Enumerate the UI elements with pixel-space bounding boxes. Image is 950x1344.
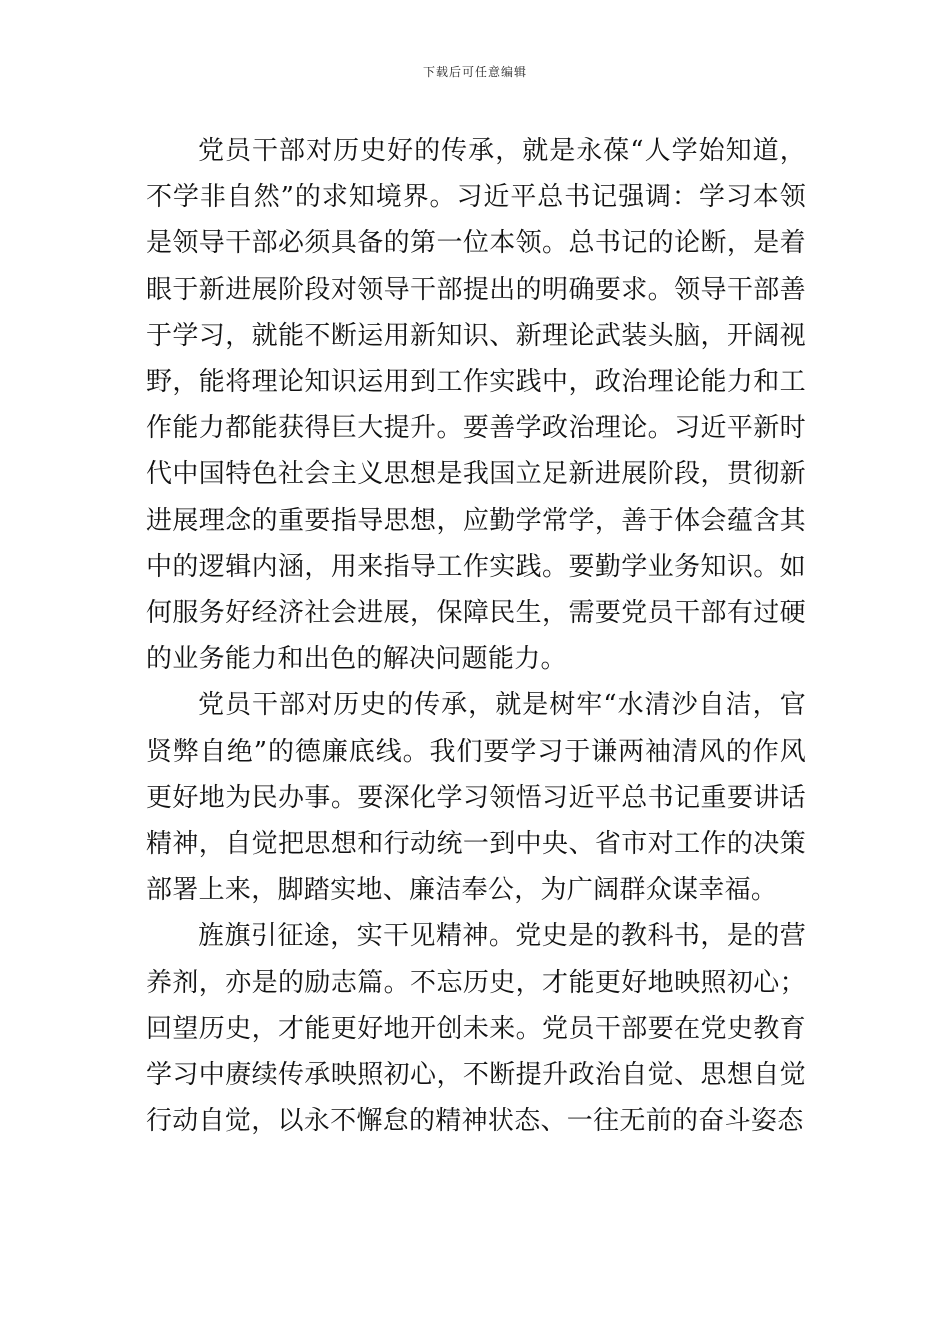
page-header: 下载后可任意编辑 <box>422 65 527 79</box>
paragraph-1: 党员干部对历史好的传承，就是永葆“人学始知道，不学非自然”的求知境界。习近平总书记强调：学习本领是领导干部必须具备的第一位本领。总书记的论断，是着眼于新进展阶段对领导干部提出的明确要求。领导干部善于学习，就能不断运用新知识、新理论武装头脑，开阔视野，能将理论知识运用到工作实践中，政治理论能力和工作能力都能获得巨大提升。要善学政治理论。习近平新时代中国特色社会主义思想是我国立足新进展阶段，贯彻新进展理念的重要指导思想，应勤学常学，善于体会蕴含其中的逻辑内涵，用来指导工作实践。要勤学业务知识。如何服务好经济社会进展，保障民生，需要党员干部有过硬的业务能力和出色的解决问题能力。 <box>146 136 806 675</box>
paragraph-3: 旌旗引征途，实干见精神。党史是的教科书，是的营养剂，亦是的励志篇。不忘历史，才能更好地映照初心；回望历史，才能更好地开创未来。党员干部要在党史教育学习中赓续传承映照初心，不断提升政治自觉、思想自觉行动自觉，以永不懈怠的精神状态、一往无前的奋斗姿态 <box>146 921 806 1137</box>
paragraph-2: 党员干部对历史的传承，就是树牢“水清沙自洁，官贤弊自绝”的德廉底线。我们要学习于谦两袖清风的作风更好地为民办事。要深化学习领悟习近平总书记重要讲话精神，自觉把思想和行动统一到中央、省市对工作的决策部署上来，脚踏实地、廉洁奉公，为广阔群众谋幸福。 <box>146 690 806 906</box>
document-body <box>146 128 806 1144</box>
